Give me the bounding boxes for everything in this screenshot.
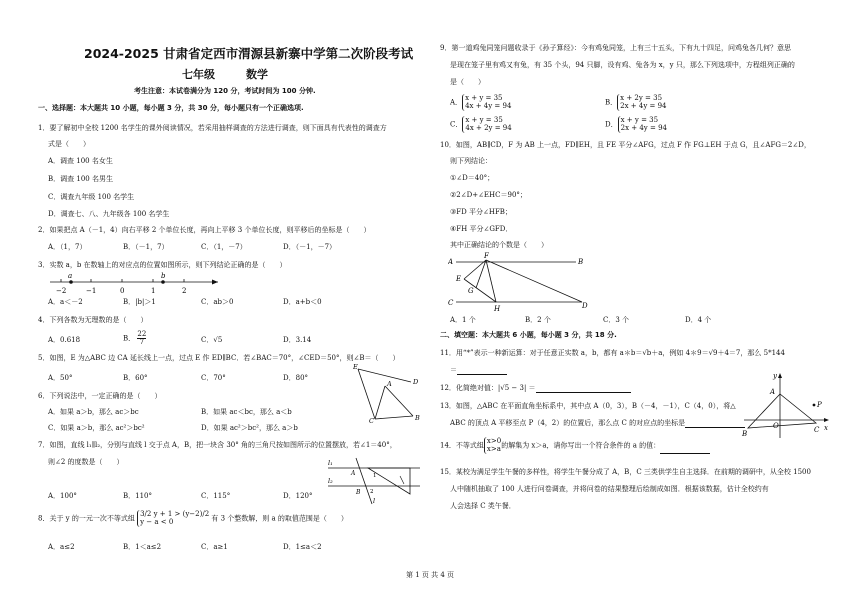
q8-inequality-system <box>137 510 209 527</box>
page-footer: 第 1 页 共 4 页 <box>405 571 455 579</box>
q13-label-y: y <box>773 372 777 380</box>
q10-label-d: D <box>582 302 588 310</box>
q6-text: 6．下列说法中，一定正确的是（ ） <box>38 392 162 400</box>
tick-label-0: 0 <box>120 287 125 295</box>
q4-option-c[interactable]: C．√5 <box>201 336 223 344</box>
q5-option-d[interactable]: D．80° <box>283 374 309 382</box>
q10-text: 10．如图，AB∥CD，F 为 AB 上一点，FD∥EH，且 FE 平分∠AFG，过点 F 作 FG⊥EH 于点 G，且∠AFG＝2∠D， <box>440 141 811 149</box>
q7-label-a: A <box>351 470 356 477</box>
q10-option-c[interactable]: C．3 个 <box>603 316 630 324</box>
q10-item-3: ③FD 平分∠HFB； <box>450 208 512 216</box>
q13-label-a: A <box>770 388 776 396</box>
point-b-dot <box>161 280 165 284</box>
q2-text: 2．如果把点 A（－1，4）向右平移 2 个单位长度，再向上平移 3 个单位长度，则平移后的坐标是（ ） <box>38 226 371 234</box>
q2-option-d[interactable]: D．（－1，－7） <box>283 243 337 251</box>
q4-option-a[interactable]: A．0.618 <box>48 336 81 344</box>
q4-text: 4．下列各数为无理数的是（ ） <box>38 316 148 324</box>
q13-answer-blank[interactable] <box>685 427 745 428</box>
q1-option-c[interactable]: C．调查九年级 100 名学生 <box>48 193 135 201</box>
q14-line: 14．不等式组 x>0 x>a 的解集为 x＞a，请你写出一个符合条件的 a 的值： <box>440 437 710 454</box>
q7-option-a[interactable]: A．100° <box>48 492 77 500</box>
q5-option-b[interactable]: B．60° <box>123 374 148 382</box>
fraction-22-7: $\frac{22}{7}$ <box>137 330 147 346</box>
q12-line: 12．化简绝对值：|√5 − 3| ＝ <box>440 384 631 393</box>
q5-label-c: C <box>369 417 374 424</box>
q5-label-e: E <box>353 364 358 371</box>
q14-inequality-system: x>0 x>a <box>484 437 501 454</box>
q7-label-b: B <box>356 489 361 496</box>
q7-label-l1: l₁ <box>328 459 333 467</box>
q1-option-a[interactable]: A．调查 100 名女生 <box>48 157 113 165</box>
point-b-label: b <box>161 272 166 280</box>
q5-text: 5．如图，E 为△ABC 边 CA 延长线上一点，过点 E 作 ED∥BC．若∠BAC＝70°，∠CED＝50°，则∠B＝（ ） <box>38 354 400 362</box>
q7-label-l2: l₂ <box>328 477 333 485</box>
q7-label-angle1: 1 <box>373 473 377 479</box>
section2-heading: 二、填空题：本大题共 6 小题，每小题 3 分，共 18 分. <box>440 331 617 339</box>
q8-text-pre: 8．关于 y 的一元一次不等式组 <box>38 514 135 523</box>
q10-label-c: C <box>448 299 454 307</box>
q12-answer-blank[interactable] <box>536 392 631 393</box>
q7-option-d[interactable]: D．120° <box>283 492 313 500</box>
q10-label-g: G <box>468 287 474 295</box>
q1-text2: 式是（ ） <box>48 140 90 148</box>
q4-option-b[interactable] <box>123 331 146 346</box>
q8-option-b[interactable]: B．1＜a≤2 <box>123 543 162 551</box>
q7-parallel-lines-figure <box>328 456 423 506</box>
q15-text: 15．某校为满足学生午餐的多样性，将学生午餐分成了 A，B，C 三类供学生自主选择．在前期的调研中，从全校 1500 <box>440 468 811 476</box>
exam-title: 2024-2025 甘肃省定西市渭源县新寨中学第二次阶段考试 <box>84 46 414 61</box>
q4-option-b-label: B． <box>123 334 136 343</box>
q2-option-c[interactable]: C．（1，－7） <box>201 243 247 251</box>
q8-line <box>38 510 348 527</box>
q9-text2: 是现在笼子里有鸡又有兔，有 35 个头，94 只脚，设有鸡、兔各为 x，y 只，那么下列选项中，方程组列正确的 <box>450 61 795 69</box>
q10-label-h: H <box>494 305 501 313</box>
q13-label-b: B <box>742 430 748 438</box>
q8-option-c[interactable]: C．a≥1 <box>201 543 228 551</box>
q10-option-a[interactable]: A．1 个 <box>450 316 476 324</box>
tick-label-2: 2 <box>182 287 187 295</box>
q9-option-d[interactable]: D． x + y = 35 2x + 4y = 94 <box>605 116 667 133</box>
q8-text-post: 有 3 个整数解，则 a 的取值范围是（ ） <box>211 514 348 523</box>
section1-heading: 一、选择题：本大题共 10 小题，每小题 3 分，共 30 分，每小题只有一个正确选项. <box>38 104 304 112</box>
q10-option-d[interactable]: D．4 个 <box>685 316 712 324</box>
q10-label-a: A <box>448 258 454 266</box>
q3-option-d[interactable]: D．a+b＜0 <box>283 298 322 306</box>
q5-option-a[interactable]: A．50° <box>48 374 73 382</box>
q13-coordinate-figure <box>740 370 830 440</box>
q13-label-o: O <box>773 422 779 430</box>
subject-label: 数学 <box>246 68 268 81</box>
q2-option-b[interactable]: B．（－1，7） <box>123 243 169 251</box>
point-a-dot <box>69 280 73 284</box>
q5-label-b: B <box>415 414 420 422</box>
q10-item-1: ①∠D＝40°； <box>450 174 495 182</box>
q13-label-x: x <box>824 424 828 432</box>
q7-label-angle2: 2 <box>370 489 374 495</box>
q9-option-b[interactable]: B． x + 2y = 35 2x + 4y = 94 <box>605 94 667 111</box>
tick-label-1: 1 <box>151 287 156 295</box>
tick-label-neg1: −1 <box>86 287 97 295</box>
q4-option-d[interactable]: D．3.14 <box>283 336 312 344</box>
q13-label-p: P <box>817 401 822 409</box>
q3-option-c[interactable]: C．ab＞0 <box>201 298 234 306</box>
q8-ineq-1: 3/2 y + 1 > (y−2)/2 <box>140 510 210 518</box>
q10-geometry-figure <box>448 250 588 314</box>
q7-text2: 则∠2 的度数是（ ） <box>48 458 124 466</box>
q14-answer-blank[interactable] <box>660 453 710 454</box>
q11-answer-blank[interactable] <box>457 374 507 375</box>
q3-text: 3．实数 a，b 在数轴上的对应点的位置如图所示，则下列结论正确的是（ ） <box>38 261 287 269</box>
q2-option-a[interactable]: A．（1，7） <box>48 243 87 251</box>
number-line-figure <box>46 270 221 296</box>
grade-label: 七年级 <box>182 68 215 81</box>
q10-label-b: B <box>578 258 584 266</box>
q10-option-b[interactable]: B．2 个 <box>525 316 551 324</box>
tick-label-neg2: −2 <box>56 287 67 295</box>
q15-text3: 人会选择 C 类午餐． <box>450 502 516 510</box>
q9-option-c[interactable]: C． x + y = 35 4x + 2y = 94 <box>450 116 512 133</box>
q13-line2: ABC 的顶点 A 平移至点 P（4，2）的位置后，那么点 C 的对应点的坐标是 <box>450 419 745 428</box>
q9-text: 9．第一道鸡兔同笼问题收录于《孙子算经》：今有鸡兔同笼，上有三十五头，下有九十四足，问鸡兔各几何？意思 <box>440 44 791 52</box>
q6-option-b[interactable]: B．如果 ac＜bc，那么 a＜b <box>201 408 292 416</box>
point-a-label: a <box>68 272 73 280</box>
q11-text: 11．用“*”表示一种新运算：对于任意正实数 a，b，都有 a＊b＝√b＋a，例如 4＊9＝√9＋4＝7，那么 5*144 <box>440 349 785 357</box>
q6-option-d[interactable]: D．如果 ac²＞bc²，那么 a＞b <box>201 424 298 432</box>
q1-option-d[interactable]: D．调查七、八、九年级各 100 名学生 <box>48 210 170 218</box>
q7-option-c[interactable]: C．115° <box>201 492 231 500</box>
q10-item-4: ④FH 平分∠GFD． <box>450 225 513 233</box>
exam-note: 考生注意：本试卷满分为 120 分，考试时间为 100 分钟. <box>134 87 316 95</box>
q6-option-a[interactable]: A．如果 a＞b，那么 ac＞bc <box>48 408 139 416</box>
q8-option-a[interactable]: A．a≤2 <box>48 543 75 551</box>
q7-text: 7．如图，直线 l₁∥l₂，分别与直线 l 交于点 A，B，把一块含 30° 角的三角尺按如图所示的位置摆放，若∠1＝40°， <box>38 441 397 449</box>
number-line-arrow <box>212 280 218 285</box>
q3-option-b[interactable]: B．|b|＞1 <box>123 298 156 306</box>
q7-label-l: l <box>373 497 376 505</box>
q7-option-b[interactable]: B．110° <box>123 492 153 500</box>
q5-option-c[interactable]: C．70° <box>201 374 226 382</box>
q1-text: 1．要了解初中全校 1200 名学生的课外阅读情况，若采用抽样调查的方法进行调查，则下面具有代表性的调查方 <box>38 124 387 132</box>
q9-text3: 是（ ） <box>450 78 485 86</box>
q15-text2: 人中随机抽取了 100 人进行问卷调查，并将问卷的结果整理后绘制成如图．根据该数据，估计全校约有 <box>450 485 769 493</box>
q6-option-c[interactable]: C．如果 a＞b，那么 ac²＞bc² <box>48 424 145 432</box>
q13-label-c: C <box>814 426 820 434</box>
q10-text2: 则下列结论： <box>450 157 492 165</box>
q11-answer-line: ＝ <box>450 366 507 375</box>
q9-option-a[interactable]: A． x + y = 35 4x + 4y = 94 <box>450 94 512 111</box>
q1-option-b[interactable]: B．调查 100 名男生 <box>48 175 113 183</box>
q3-option-a[interactable]: A．a＜－2 <box>48 298 83 306</box>
q10-item-2: ②2∠D+∠EHC＝90°； <box>450 191 527 199</box>
q13-text: 13．如图，△ABC 在平面直角坐标系中，其中点 A（0，3），B（－4，－1），C（4，0），将△ <box>440 402 736 410</box>
q10-label-f: F <box>484 252 489 260</box>
q8-option-d[interactable]: D．1≤a＜2 <box>283 543 322 551</box>
q8-ineq-2: y − a < 0 <box>140 518 174 527</box>
q10-label-e: E <box>456 275 462 283</box>
q10-text3: 其中正确结论的个数是（ ） <box>450 241 548 249</box>
q5-label-a: A <box>387 380 392 388</box>
q5-triangle-figure <box>353 364 423 424</box>
q5-label-d: D <box>413 378 419 386</box>
